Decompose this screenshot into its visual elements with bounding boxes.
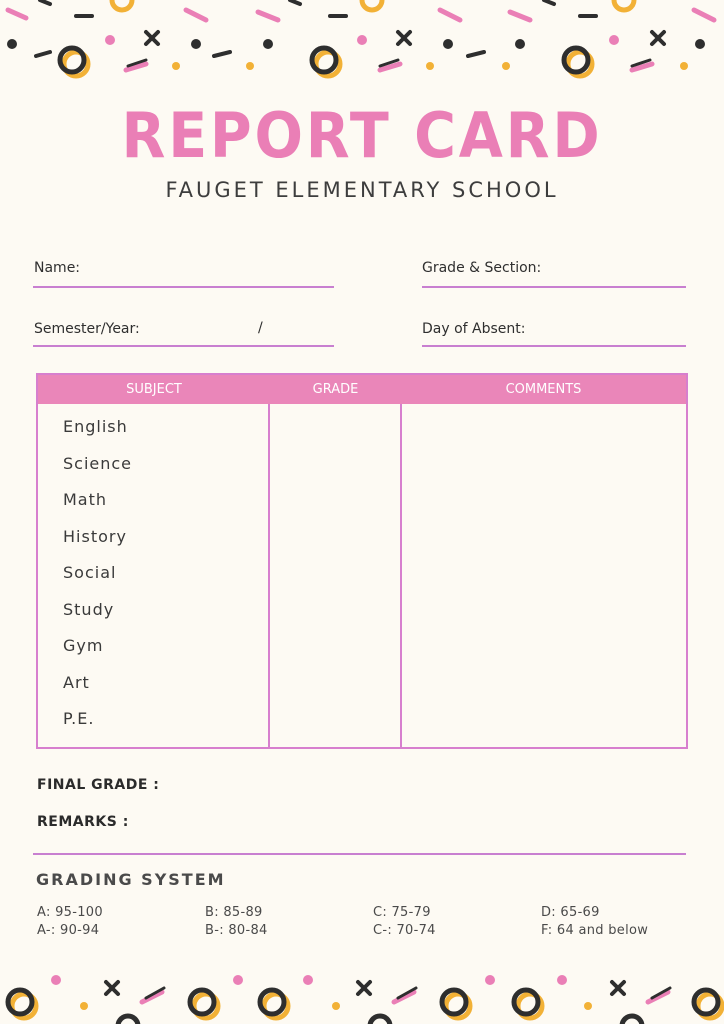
column-divider-grade [268,404,270,747]
subject-english: English [63,417,128,436]
grade-a-minus: A-: 90-94 [37,923,100,938]
subject-science: Science [63,453,133,473]
header-grade: GRADE [312,382,359,397]
grade-f: F: 64 and below [541,923,649,938]
grade-d: D: 65-69 [541,905,600,920]
day-of-absent-label: Day of Absent: [422,321,526,337]
summary-divider [33,853,686,855]
subject-math: Math [63,490,108,509]
header-comments: COMMENTS [505,382,582,397]
semester-year-separator: / [258,320,263,336]
report-card-title: REPORT CARD [121,99,603,172]
grade-section-label: Grade & Section: [422,260,542,276]
grading-system-title: GRADING SYSTEM [36,870,226,889]
grade-b: B: 85-89 [205,905,263,920]
subject-pe: P.E. [63,709,95,728]
grade-a: A: 95-100 [37,905,103,920]
subject-list [63,417,132,746]
school-name: FAUGET ELEMENTARY SCHOOL [165,178,559,202]
remarks-label: REMARKS : [37,814,129,830]
name-line[interactable] [33,286,334,288]
grade-b-minus: B-: 80-84 [205,923,268,938]
subject-gym: Gym [63,636,104,655]
final-grade-label: FINAL GRADE : [37,777,160,793]
confetti-top-decoration [0,0,724,80]
grade-section-line[interactable] [422,286,686,288]
day-of-absent-line[interactable] [422,345,686,347]
confetti-bottom-decoration [0,962,724,1024]
column-divider-comments [400,404,402,747]
semester-year-label: Semester/Year: [34,321,140,337]
subject-history: History [63,526,127,546]
header-subject: SUBJECT [126,382,182,397]
subject-art: Art [63,672,90,692]
subject-social: Social [63,563,117,582]
grades-table [36,373,688,749]
grade-c: C: 75-79 [373,905,431,920]
subject-study: Study [63,599,115,619]
name-label: Name: [34,260,81,276]
semester-year-line[interactable] [33,345,334,347]
table-header [38,375,686,404]
grade-c-minus: C-: 70-74 [373,923,436,938]
